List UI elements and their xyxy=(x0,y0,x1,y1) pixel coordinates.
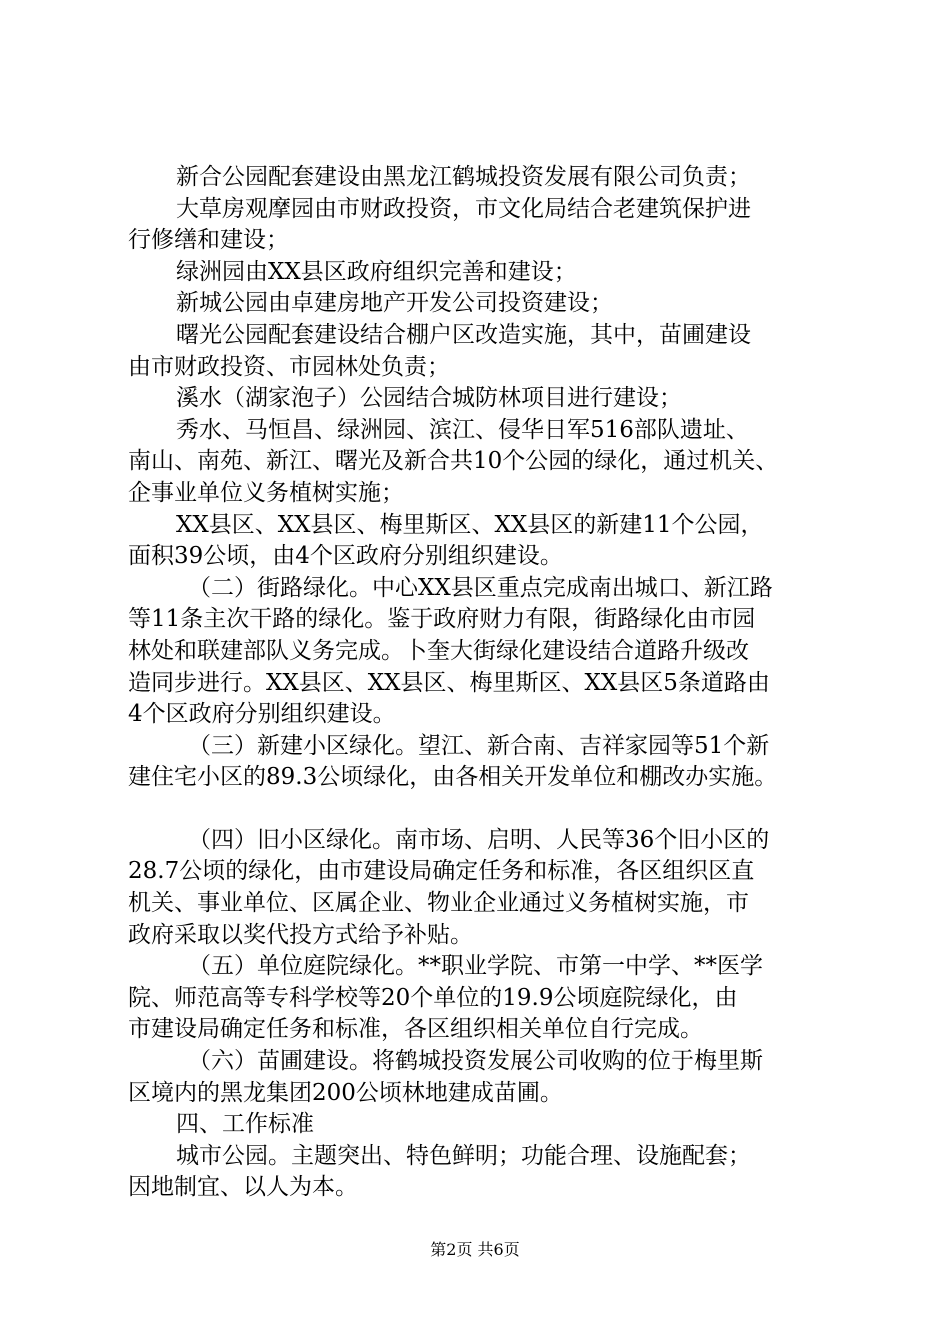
text-line: 造同步进行。XX县区、XX县区、梅里斯区、XX县区5条道路由 xyxy=(128,669,770,696)
text-line: 曙光公园配套建设结合棚户区改造实施，其中，苗圃建设 xyxy=(176,321,751,348)
paragraph-gap xyxy=(128,794,868,825)
text-line: 28.7公顷的绿化，由市建设局确定任务和标准，各区组织区直 xyxy=(128,858,755,885)
text-line: 林处和联建部队义务完成。卜奎大街绿化建设结合道路升级改 xyxy=(128,637,749,664)
text-line: （三）新建小区绿化。望江、新合南、吉祥家园等51个新 xyxy=(188,732,770,759)
document-body xyxy=(128,162,868,1204)
text-line: 院、师范高等专科学校等20个单位的19.9公顷庭院绿化，由 xyxy=(128,984,738,1011)
page-footer xyxy=(0,1240,950,1260)
text-line: 溪水（湖家泡子）公园结合城防林项目进行建设； xyxy=(176,385,682,412)
text-line: 建住宅小区的89.3公顷绿化，由各相关开发单位和棚改办实施。 xyxy=(128,764,778,791)
text-line: （六）苗圃建设。将鹤城投资发展公司收购的位于梅里斯 xyxy=(188,1048,763,1075)
text-line: （四）旧小区绿化。南市场、启明、人民等36个旧小区的 xyxy=(188,826,770,853)
text-line: 面积39公顷，由4个区政府分别组织建设。 xyxy=(128,543,563,570)
text-line: （五）单位庭院绿化。**职业学院、市第一中学、**医学 xyxy=(188,953,763,980)
section-heading: 四、工作标准 xyxy=(176,1111,314,1138)
text-line: 新合公园配套建设由黑龙江鹤城投资发展有限公司负责； xyxy=(176,164,751,190)
text-line: 政府采取以奖代投方式给予补贴。 xyxy=(128,921,473,948)
text-line: XX县区、XX县区、梅里斯区、XX县区的新建11个公园， xyxy=(176,511,764,538)
text-line: 等11条主次干路的绿化。鉴于政府财力有限，街路绿化由市园 xyxy=(128,606,756,633)
text-line: 大草房观摩园由市财政投资，市文化局结合老建筑保护进 xyxy=(176,195,751,222)
text-line: 市建设局确定任务和标准，各区组织相关单位自行完成。 xyxy=(128,1016,703,1043)
text-line: 秀水、马恒昌、绿洲园、滨江、侵华日军516部队遗址、 xyxy=(176,416,749,443)
text-line: 机关、事业单位、区属企业、物业企业通过义务植树实施，市 xyxy=(128,890,749,917)
text-line: 行修缮和建设； xyxy=(128,227,289,254)
text-line: 区境内的黑龙集团200公顷林地建成苗圃。 xyxy=(128,1079,563,1106)
text-line: 城市公园。主题突出、特色鲜明；功能合理、设施配套； xyxy=(176,1142,751,1169)
text-line: 4个区政府分别组织建设。 xyxy=(128,701,396,728)
text-line: 因地制宜、以人为本。 xyxy=(128,1174,358,1201)
text-line: 绿洲园由XX县区政府组织完善和建设； xyxy=(176,258,577,285)
text-line: 南山、南苑、新江、曙光及新合共10个公园的绿化，通过机关、 xyxy=(128,448,779,475)
text-line: 企事业单位义务植树实施； xyxy=(128,479,404,506)
page-number: 第2页 共6页 xyxy=(430,1240,520,1259)
text-line: （二）街路绿化。中心XX县区重点完成南出城口、新江路 xyxy=(188,574,773,601)
text-line: 由市财政投资、市园林处负责； xyxy=(128,353,450,380)
text-line: 新城公园由卓建房地产开发公司投资建设； xyxy=(176,290,613,317)
